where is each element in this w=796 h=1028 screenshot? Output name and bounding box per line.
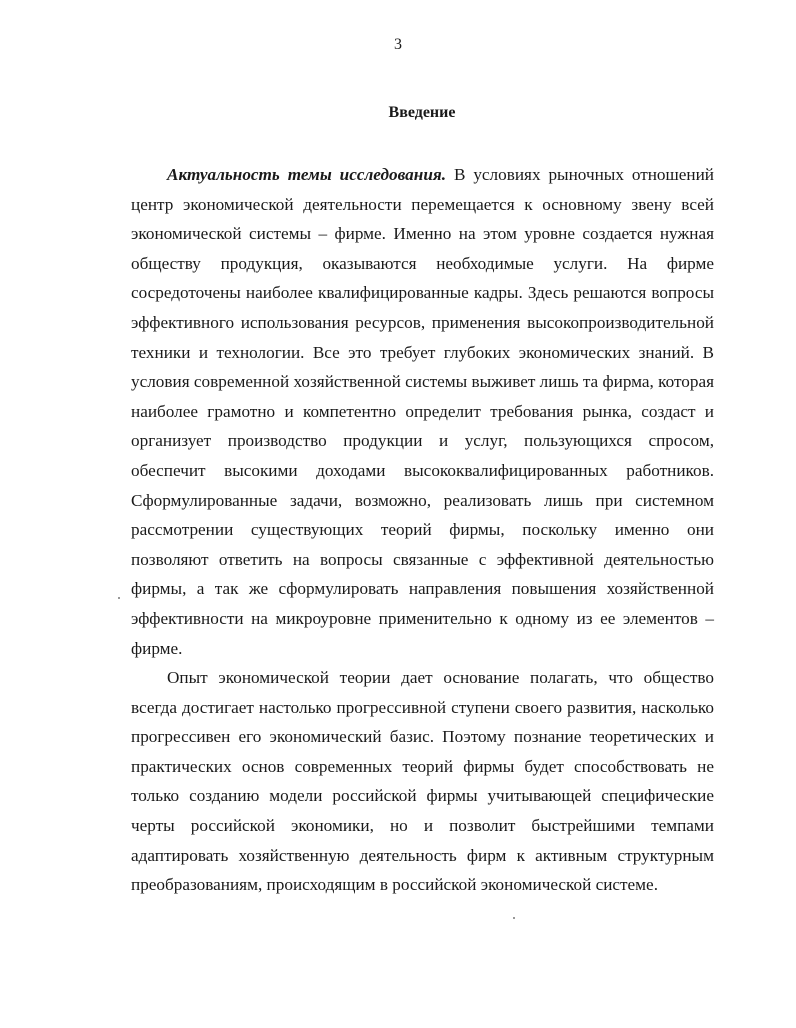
scan-speck	[118, 597, 120, 599]
scan-speck	[513, 917, 515, 919]
paragraph-relevance	[131, 160, 714, 663]
paragraph-text: В условиях рыночных отношений центр экономической деятельности перемещается к основному звену всей экономической системы – фирме. Именно на этом уровне создается нужная обществу продукция, оказываются необходимые услуги. На фирме сосредоточены наиболее квалифицированные кадры. Здесь решаются вопросы эффективного использования ресурсов, применения высокопроизводительной техники и технологии. Все это требует глубоких экономических знаний. В условия современной хозяйственной системы выживет лишь та фирма, которая наиболее грамотно и компетентно определит требования рынка, создаст и организует производство продукции и услуг, пользующихся спросом, обеспечит высокими доходами высококвалифицированных работников. Сформулированные задачи, возможно, реализовать лишь при системном рассмотрении существующих теорий фирмы, поскольку именно они позволяют ответить на вопросы связанные с эффективной деятельностью фирмы, а так же сформулировать направления повышения хозяйственной эффективности на микроуровне применительно к одному из ее элементов – фирме.	[131, 165, 714, 658]
paragraph-experience	[131, 663, 714, 900]
section-heading: Введение	[388, 104, 456, 121]
page-number: 3	[394, 36, 402, 53]
paragraph-lead: Актуальность темы исследования.	[167, 165, 447, 184]
body-text	[131, 160, 714, 900]
paragraph-text: Опыт экономической теории дает основание полагать, что общество всегда достигает настолько прогрессивной ступени своего развития, насколько прогрессивен его экономический базис. Поэтому познание теоретических и практических основ современных теорий фирмы будет способствовать не только созданию модели российской фирмы учитывающей специфические черты российской экономики, но и позволит быстрейшими темпами адаптировать хозяйственную деятельность фирм к активным структурным преобразованиям, происходящим в российской экономической системе.	[131, 668, 714, 895]
